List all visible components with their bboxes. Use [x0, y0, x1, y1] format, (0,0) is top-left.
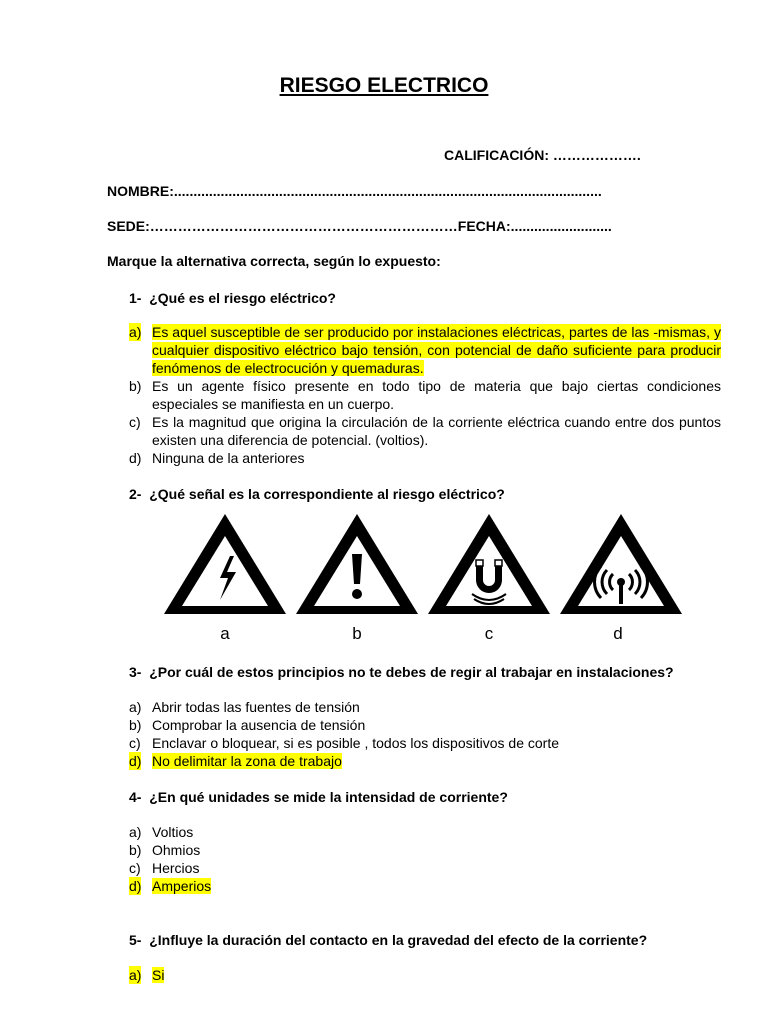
question-text: ¿Por cuál de estos principios no te debes de regir al trabajar en instalaciones?	[149, 664, 674, 680]
question-text: ¿Influye la duración del contacto en la gravedad del efecto de la corriente?	[149, 932, 648, 948]
option-3b[interactable]	[129, 716, 721, 734]
question-2	[129, 486, 505, 502]
option-letter: a)	[129, 824, 142, 840]
option-1b[interactable]	[129, 377, 721, 413]
question-text: ¿Qué es el riesgo eléctrico?	[149, 290, 336, 306]
option-text: Abrir todas las fuentes de tensión	[152, 699, 360, 715]
sign-d-radiation[interactable]	[556, 510, 686, 618]
option-text: No delimitar la zona de trabajo	[152, 753, 342, 769]
sign-c-magnetic-field[interactable]	[424, 510, 554, 618]
option-letter: a)	[129, 699, 142, 715]
question-5	[129, 932, 647, 948]
option-3c[interactable]	[129, 734, 721, 752]
option-1a[interactable]	[129, 323, 721, 377]
question-3	[129, 664, 674, 680]
sign-letter-c: c	[484, 624, 494, 643]
option-3a[interactable]	[129, 698, 721, 716]
sign-b-general-warning[interactable]	[292, 510, 422, 618]
option-text: Ninguna de la anteriores	[152, 450, 305, 466]
instruction-text: Marque la alternativa correcta, según lo expuesto:	[107, 253, 441, 269]
question-1	[129, 290, 336, 306]
option-letter: b)	[129, 842, 142, 858]
option-letter: d)	[129, 878, 142, 894]
nombre-field: NOMBRE:..............................................................................................................	[107, 183, 602, 199]
sign-letter-d: d	[613, 624, 623, 643]
option-text: Si	[152, 967, 165, 983]
option-letter: a)	[129, 967, 142, 983]
question-number: 1-	[129, 290, 142, 306]
option-text: Comprobar la ausencia de tensión	[152, 717, 366, 733]
option-text: Es la magnitud que origina la circulación de la corriente eléctrica cuando entre dos puntos existen una diferencia de potencial. (voltios).	[152, 414, 721, 448]
option-letter: c)	[129, 414, 141, 430]
sign-a-electric-hazard[interactable]	[160, 510, 290, 618]
sede-fecha-field: SEDE:…………………………………………………………FECHA:..........................	[107, 218, 612, 234]
option-4a[interactable]	[129, 823, 721, 841]
question-number: 2-	[129, 486, 142, 502]
question-text: ¿Qué señal es la correspondiente al riesgo eléctrico?	[149, 486, 505, 502]
document-title: RIESGO ELECTRICO	[279, 74, 489, 97]
sign-letter-b: b	[352, 624, 362, 643]
option-5a[interactable]	[129, 966, 721, 984]
option-text: Es un agente físico presente en todo tipo de materia que bajo ciertas condiciones especiales se manifiesta en un cuerpo.	[152, 378, 721, 412]
option-letter: d)	[129, 450, 142, 466]
option-1c[interactable]	[129, 413, 721, 449]
question-4	[129, 789, 508, 805]
option-text: Ohmios	[152, 842, 201, 858]
option-letter: c)	[129, 860, 141, 876]
option-letter: d)	[129, 753, 142, 769]
option-text: Enclavar o bloquear, si es posible , todos los dispositivos de corte	[152, 735, 560, 751]
question-number: 5-	[129, 932, 142, 948]
option-text: Hercios	[152, 860, 200, 876]
option-text: Voltios	[152, 824, 194, 840]
option-letter: a)	[129, 324, 142, 340]
option-4d[interactable]	[129, 877, 721, 895]
question-text: ¿En qué unidades se mide la intensidad de corriente?	[149, 789, 508, 805]
question-number: 3-	[129, 664, 142, 680]
option-letter: c)	[129, 735, 141, 751]
option-letter: b)	[129, 378, 142, 394]
option-text: Es aquel susceptible de ser producido por instalaciones eléctricas, partes de las -mismas, y cualquier dispositivo eléctrico bajo tensión, con potencial de daño suficiente para producir fenómenos de electrocución y quemaduras.	[152, 324, 721, 376]
option-4b[interactable]	[129, 841, 721, 859]
option-text: Amperios	[152, 878, 212, 894]
option-1d[interactable]	[129, 449, 721, 467]
calificacion-field: CALIFICACIÓN: ……………….	[444, 147, 641, 163]
question-number: 4-	[129, 789, 142, 805]
option-3d[interactable]	[129, 752, 721, 770]
option-letter: b)	[129, 717, 142, 733]
option-4c[interactable]	[129, 859, 721, 877]
sign-letter-a: a	[220, 624, 230, 643]
